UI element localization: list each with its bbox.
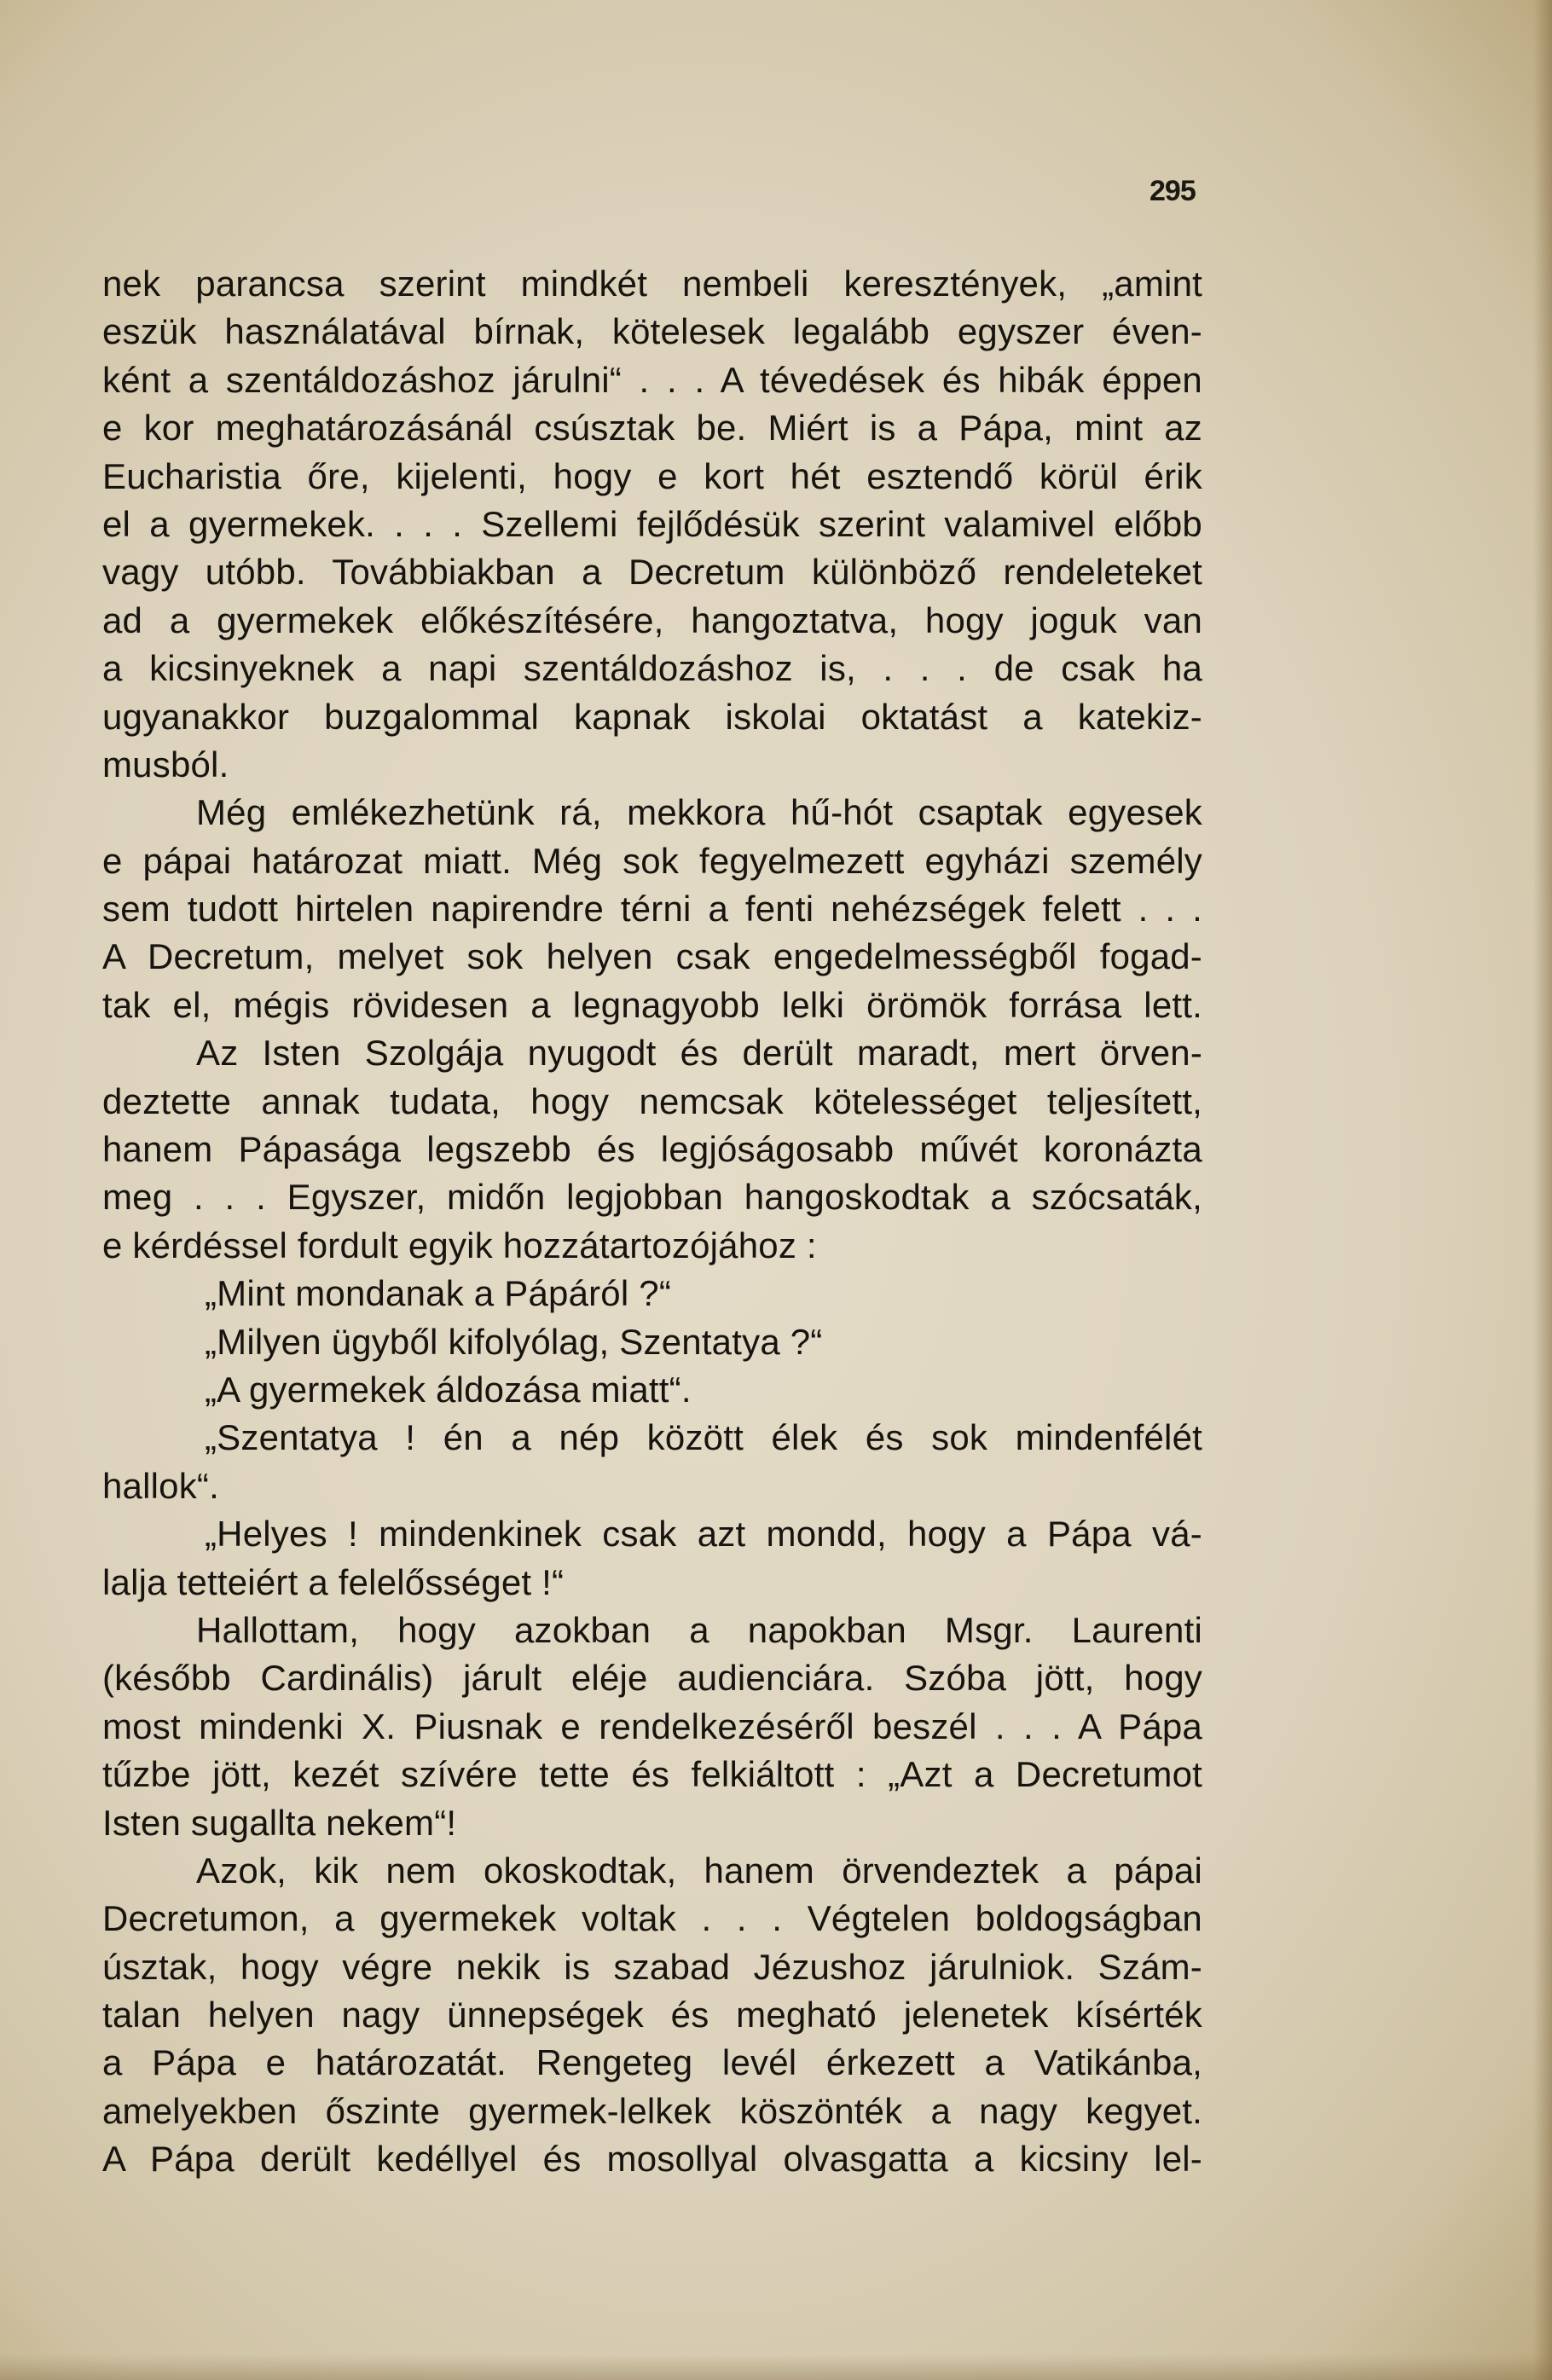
text-line: vagy utóbb. Továbbiakban a Decretum különböző rendeleteket (102, 552, 1202, 593)
text-line: musból. (102, 744, 229, 785)
text-line: sem tudott hirtelen napirendre térni a fenti nehézségek felett . . . (102, 889, 1202, 929)
text-line: tűzbe jött, kezét szívére tette és felkiáltott : „Azt a Decretumot (102, 1754, 1202, 1795)
text-line: ként a szentáldozáshoz járulni“ . . . A tévedések és hibák éppen (102, 359, 1202, 400)
text-line: tak el, mégis rövidesen a legnagyobb lelki örömök forrása lett. (102, 984, 1202, 1025)
text-line: (később Cardinális) járult eléje audienciára. Szóba jött, hogy (102, 1658, 1202, 1699)
text-line: A Pápa derült kedéllyel és mosollyal olvasgatta a kicsiny lel- (102, 2139, 1202, 2180)
text-line: deztette annak tudata, hogy nemcsak kötelességet teljesített, (102, 1080, 1202, 1121)
text-line: meg . . . Egyszer, midőn legjobban hangoskodtak a szócsaták, (102, 1177, 1202, 1218)
text-line: Eucharistia őre, kijelenti, hogy e kort hét esztendő körül érik (102, 455, 1202, 496)
text-line: „Szentatya ! én a nép között élek és sok mindenfélét (205, 1417, 1202, 1458)
text-line: hallok“. (102, 1465, 219, 1506)
text-line: Hallottam, hogy azokban a napokban Msgr. Laurenti (196, 1609, 1202, 1650)
text-line: úsztak, hogy végre nekik is szabad Jézushoz járulniok. Szám- (102, 1946, 1202, 1987)
text-line: Azok, kik nem okoskodtak, hanem örvendeztek a pápai (196, 1850, 1202, 1891)
page-edge-shadow (1533, 0, 1552, 2380)
text-line: hanem Pápasága legszebb és legjóságosabb művét koronázta (102, 1129, 1202, 1170)
text-line: lalja tetteiért a felelősséget !“ (102, 1561, 565, 1602)
text-line: amelyekben őszinte gyermek-lelkek köszönték a nagy kegyet. (102, 2090, 1202, 2131)
text-line: A Decretum, melyet sok helyen csak engedelmességből fogad- (102, 936, 1202, 977)
text-line: Decretumon, a gyermekek voltak . . . Végtelen boldogságban (102, 1898, 1202, 1939)
text-line: ad a gyermekek előkészítésére, hangoztatva, hogy joguk van (102, 599, 1202, 640)
text-line: e kérdéssel fordult egyik hozzátartozójához : (102, 1225, 817, 1265)
text-line: a kicsinyeknek a napi szentáldozáshoz is, . . . de csak ha (102, 648, 1202, 689)
text-line: „Mint mondanak a Pápáról ?“ (205, 1273, 672, 1314)
text-line: nek parancsa szerint mindkét nembeli keresztények, „amint (102, 263, 1202, 304)
text-line: Isten sugallta nekem“! (102, 1802, 457, 1843)
text-line: e kor meghatározásánál csúsztak be. Miért is a Pápa, mint az (102, 408, 1202, 449)
text-line: Az Isten Szolgája nyugodt és derült maradt, mert örven- (196, 1033, 1202, 1074)
text-line: talan helyen nagy ünnepségek és megható jelenetek kísérték (102, 1995, 1202, 2035)
page-bottom-shadow (0, 2354, 1552, 2380)
text-line: ugyanakkor buzgalommal kapnak iskolai oktatást a katekiz- (102, 696, 1202, 737)
text-line: most mindenki X. Piusnak e rendelkezéséről beszél . . . A Pápa (102, 1705, 1202, 1746)
text-line: eszük használatával bírnak, kötelesek legalább egyszer éven- (102, 311, 1202, 352)
text-line: el a gyermekek. . . . Szellemi fejlődésük szerint valamivel előbb (102, 503, 1202, 544)
text-line: „Helyes ! mindenkinek csak azt mondd, hogy a Pápa vá- (205, 1514, 1202, 1555)
page-number: 295 (1150, 175, 1196, 207)
body-text (102, 260, 1202, 2184)
text-line: a Pápa e határozatát. Rengeteg levél érkezett a Vatikánba, (102, 2042, 1202, 2083)
text-line: „A gyermekek áldozása miatt“. (205, 1369, 692, 1410)
text-line: „Milyen ügyből kifolyólag, Szentatya ?“ (205, 1321, 823, 1362)
text-line: Még emlékezhetünk rá, mekkora hű-hót csaptak egyesek (196, 792, 1202, 833)
text-line: e pápai határozat miatt. Még sok fegyelmezett egyházi személy (102, 840, 1202, 881)
